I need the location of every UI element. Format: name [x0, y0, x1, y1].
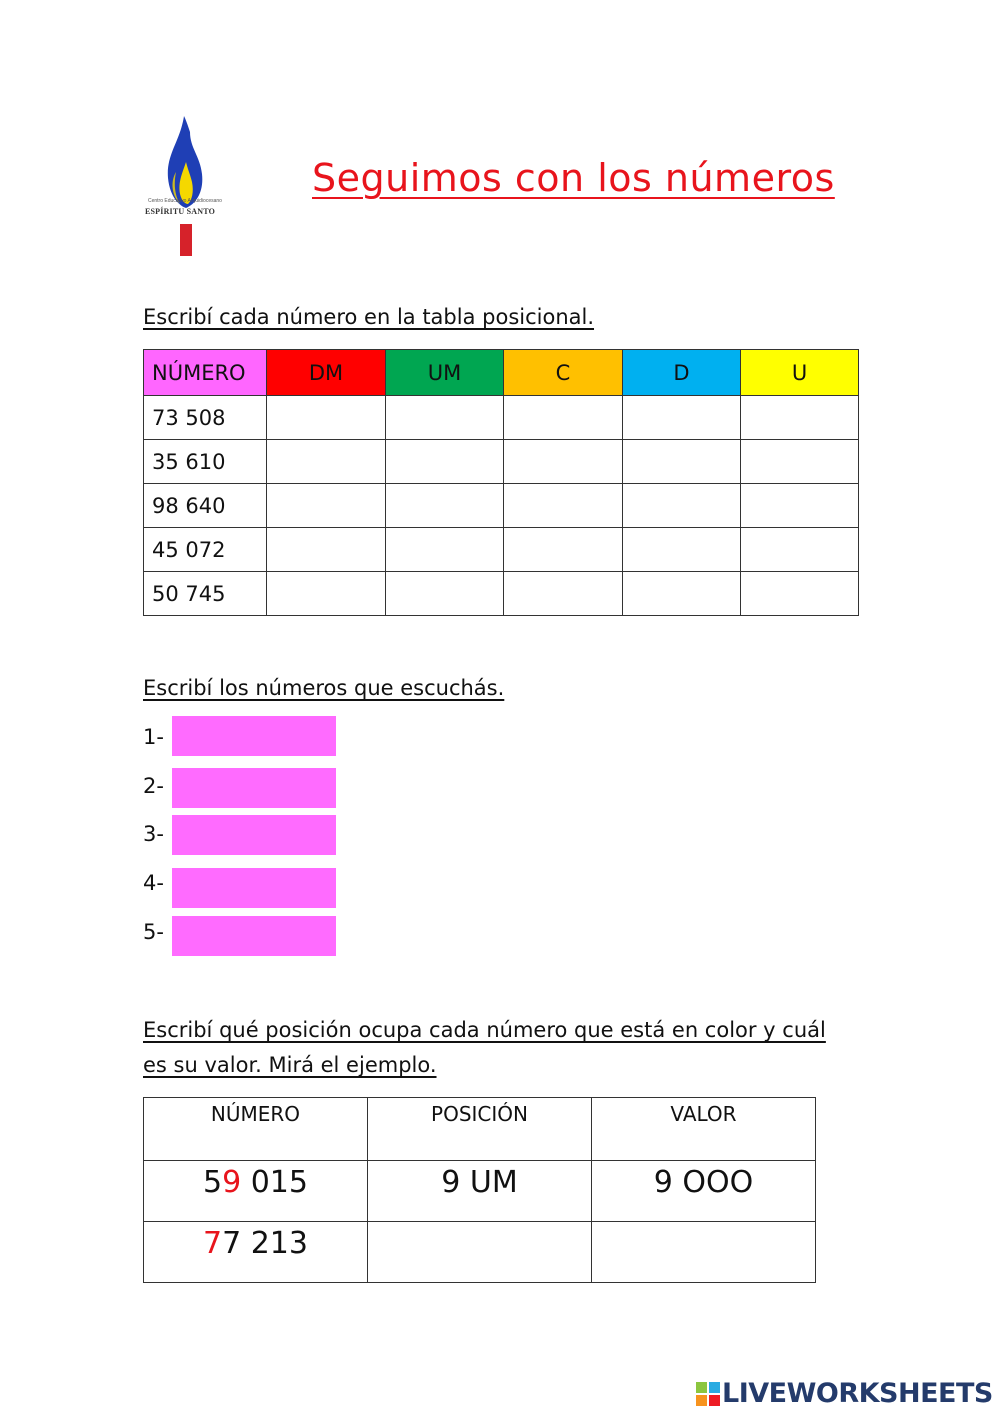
header-um: UM — [386, 350, 504, 396]
answer-cell-dm[interactable] — [267, 396, 386, 440]
number-cell — [144, 1161, 368, 1222]
answer-cell-c[interactable] — [504, 484, 623, 528]
answer-cell-um[interactable] — [386, 484, 504, 528]
header-numero: NÚMERO — [144, 1098, 368, 1161]
answer-cell-um[interactable] — [386, 528, 504, 572]
answer-cell-um[interactable] — [386, 396, 504, 440]
value-cell: 9 OOO — [592, 1161, 816, 1222]
position-value-table — [143, 1097, 816, 1283]
answer-cell-u[interactable] — [741, 440, 859, 484]
dictation-input-1[interactable] — [172, 716, 336, 756]
answer-cell-dm[interactable] — [267, 528, 386, 572]
answer-cell-dm[interactable] — [267, 484, 386, 528]
dictation-input-2[interactable] — [172, 768, 336, 808]
flame-candle-icon — [140, 112, 232, 258]
header-posicion: POSICIÓN — [368, 1098, 592, 1161]
dictation-label-2: 2- — [143, 774, 164, 798]
answer-cell-d[interactable] — [623, 528, 741, 572]
answer-cell-d[interactable] — [623, 572, 741, 616]
dictation-input-3[interactable] — [172, 815, 336, 855]
answer-cell-c[interactable] — [504, 572, 623, 616]
table-row — [144, 1161, 816, 1222]
answer-cell-d[interactable] — [623, 440, 741, 484]
number-rest: 015 — [241, 1165, 308, 1200]
table-row — [144, 440, 859, 484]
answer-cell-dm[interactable] — [267, 440, 386, 484]
value-answer-cell[interactable] — [592, 1222, 816, 1283]
number-cell — [144, 1222, 368, 1283]
position-cell: 9 UM — [368, 1161, 592, 1222]
liveworksheets-watermark — [696, 1378, 996, 1408]
number-prefix: 5 — [203, 1165, 223, 1200]
highlighted-digit: 7 — [203, 1226, 223, 1261]
table-row — [144, 1222, 816, 1283]
answer-cell-u[interactable] — [741, 396, 859, 440]
instruction-position-line2: es su valor. Mirá el ejemplo. — [143, 1053, 437, 1077]
header-valor: VALOR — [592, 1098, 816, 1161]
answer-cell-um[interactable] — [386, 572, 504, 616]
instruction-position-line1: Escribí qué posición ocupa cada número que está en color y cuál — [143, 1018, 826, 1042]
table-row — [144, 396, 859, 440]
header-numero: NÚMERO — [144, 350, 267, 396]
number-rest: 7 213 — [222, 1226, 308, 1261]
answer-cell-u[interactable] — [741, 484, 859, 528]
instruction-place-value: Escribí cada número en la tabla posicional. — [143, 305, 595, 329]
dictation-label-1: 1- — [143, 725, 164, 749]
answer-cell-u[interactable] — [741, 572, 859, 616]
answer-cell-u[interactable] — [741, 528, 859, 572]
dictation-label-3: 3- — [143, 822, 164, 846]
number-cell: 35 610 — [144, 440, 267, 484]
watermark-text: LIVEWORKSHEETS — [722, 1378, 993, 1409]
number-cell: 73 508 — [144, 396, 267, 440]
school-logo — [140, 112, 232, 258]
answer-cell-c[interactable] — [504, 440, 623, 484]
answer-cell-d[interactable] — [623, 396, 741, 440]
header-d: D — [623, 350, 741, 396]
table-row — [144, 528, 859, 572]
logo-school-name: ESPÍRITU SANTO — [145, 207, 216, 216]
instruction-dictation: Escribí los números que escuchás. — [143, 676, 505, 700]
table-row — [144, 572, 859, 616]
place-value-header-row — [144, 350, 859, 396]
number-cell: 50 745 — [144, 572, 267, 616]
liveworksheets-logo-icon — [696, 1382, 720, 1406]
number-cell: 98 640 — [144, 484, 267, 528]
answer-cell-dm[interactable] — [267, 572, 386, 616]
logo-caption: Centro Educativo Arquidiocesano — [148, 198, 222, 204]
highlighted-digit: 9 — [222, 1165, 242, 1200]
dictation-input-5[interactable] — [172, 916, 336, 956]
answer-cell-um[interactable] — [386, 440, 504, 484]
header-u: U — [741, 350, 859, 396]
header-c: C — [504, 350, 623, 396]
position-answer-cell[interactable] — [368, 1222, 592, 1283]
answer-cell-c[interactable] — [504, 528, 623, 572]
page-title: Seguimos con los números — [312, 156, 835, 200]
answer-cell-c[interactable] — [504, 396, 623, 440]
table-row — [144, 484, 859, 528]
number-cell: 45 072 — [144, 528, 267, 572]
place-value-table — [143, 349, 859, 616]
header-dm: DM — [267, 350, 386, 396]
value-header-row — [144, 1098, 816, 1161]
dictation-label-4: 4- — [143, 871, 164, 895]
answer-cell-d[interactable] — [623, 484, 741, 528]
dictation-input-4[interactable] — [172, 868, 336, 908]
dictation-label-5: 5- — [143, 920, 164, 944]
